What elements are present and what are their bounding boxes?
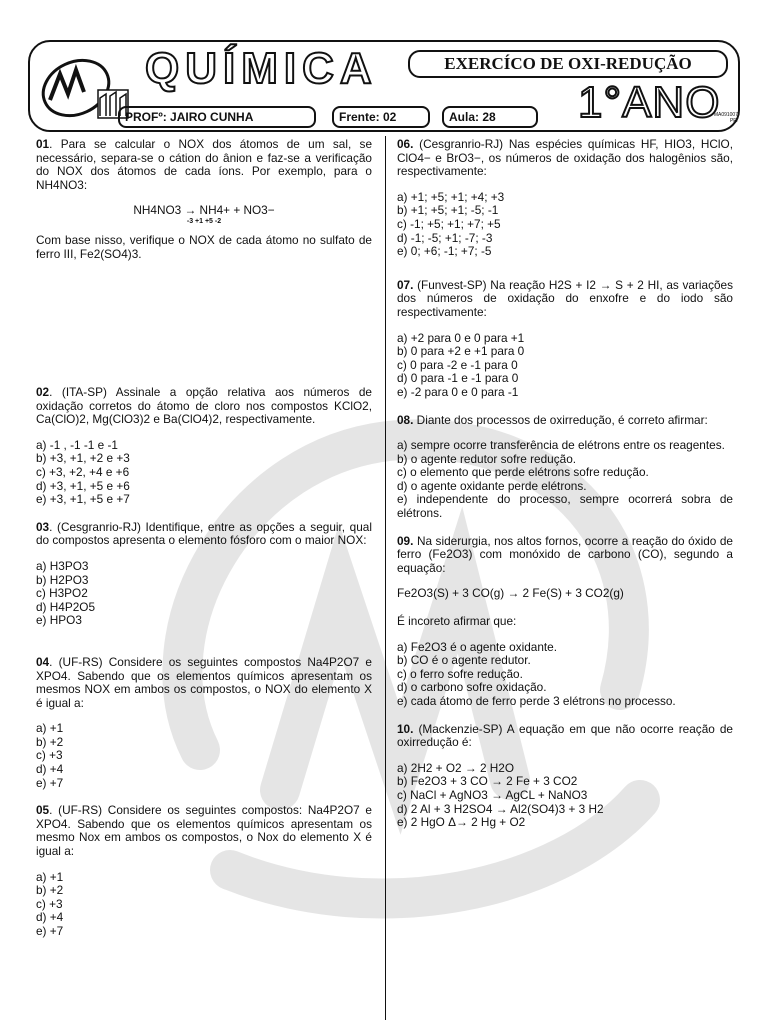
q05-option-d[interactable]: d) +4: [36, 910, 64, 925]
q03-option-b[interactable]: b) H2PO3: [36, 572, 89, 587]
q03-option-a[interactable]: a) H3PO3: [36, 558, 89, 573]
question-01: [36, 138, 372, 386]
q01-nox: -3 +1 +5 -2: [186, 217, 222, 225]
q08-text: [397, 414, 733, 428]
q05-option-c[interactable]: c) +3: [36, 896, 63, 911]
q07-statement: (Funvest-SP) Na reação H2S + I2 → S + 2 HI, as variações dos números de oxidação do enxofre e do iodo são respectivamente:: [397, 277, 733, 319]
q08-number: 08.: [397, 412, 414, 427]
q10-number: 10.: [397, 721, 414, 736]
doc-code: [706, 112, 738, 124]
q03-option-c[interactable]: c) H3PO2: [36, 586, 88, 601]
q03-number: 03: [36, 519, 50, 534]
q09-option-b[interactable]: b) CO é o agente redutor.: [397, 653, 531, 668]
question-05: [36, 804, 372, 938]
q07-option-d[interactable]: d) 0 para -1 e -1 para 0: [397, 371, 519, 386]
q09-number: 09.: [397, 533, 414, 548]
q10-option-c[interactable]: c) NaCl + AgNO3 → AgCL + NaNO3: [397, 787, 588, 802]
q04-option-b[interactable]: b) +2: [36, 734, 64, 749]
q04-statement: . (UF-RS) Considere os seguintes compostos Na4P2O7 e XPO4. Sabendo que os elementos químicos apresentam os mesmos NOX em ambos os compostos, o NOX do elemento X é igual a:: [36, 654, 372, 710]
q08-options: [397, 439, 733, 521]
q02-number: 02: [36, 385, 50, 399]
q08-option-b[interactable]: b) o agente redutor sofre redução.: [397, 451, 577, 466]
q07-number: 07.: [397, 277, 414, 292]
question-02: [36, 386, 372, 507]
q09-option-e[interactable]: e) cada átomo de ferro perde 3 elétrons no processo.: [397, 694, 676, 708]
q01-equation-text: NH4NO3 → NH4+ + NO3−: [133, 203, 275, 218]
q10-option-b[interactable]: b) Fe2O3 + 3 CO → 2 Fe + 3 CO2: [397, 774, 578, 789]
q08-statement: Diante dos processos de oxirredução, é correto afirmar:: [413, 412, 708, 427]
q05-option-b[interactable]: b) +2: [36, 883, 64, 898]
q08-option-c[interactable]: c) o elemento que perde elétrons sofre redução.: [397, 465, 649, 480]
q10-text: [397, 723, 733, 750]
question-08: [397, 414, 733, 521]
grade-label: 1°ANO: [578, 78, 721, 127]
question-04: [36, 656, 372, 790]
q04-text: [36, 656, 372, 710]
q01-number: 01: [36, 137, 50, 151]
q08-option-d[interactable]: d) o agente oxidante perde elétrons.: [397, 478, 587, 493]
q02-text: [36, 386, 372, 427]
q02-option-e[interactable]: e) +3, +1, +5 e +7: [36, 492, 130, 507]
q09-option-a[interactable]: a) Fe2O3 é o agente oxidante.: [397, 639, 558, 654]
q02-options: [36, 439, 372, 507]
question-10: [397, 723, 733, 830]
q09-options: [397, 641, 733, 709]
aula-box: Aula: 28: [442, 106, 538, 128]
q07-option-b[interactable]: b) 0 para +2 e +1 para 0: [397, 344, 525, 359]
q03-options: [36, 560, 372, 628]
question-03: [36, 521, 372, 628]
q06-option-d[interactable]: d) -1; -5; +1; -7; -3: [397, 230, 493, 245]
q04-option-d[interactable]: d) +4: [36, 762, 64, 777]
column-divider: [385, 136, 386, 1020]
q05-statement: . (UF-RS) Considere os seguintes compostos: Na4P2O7 e XPO4. Sabendo que os elementos químicos apresentam os mesmo Nox em ambos os compostos, o Nox do elemento X é igual a:: [36, 803, 372, 859]
q03-option-d[interactable]: d) H4P2O5: [36, 599, 96, 614]
q01-question: Com base nisso, verifique o NOX de cada átomo no sulfato de ferro III, Fe2(SO4)3.: [36, 232, 372, 261]
q09-text: [397, 535, 733, 576]
q02-statement: . (ITA-SP) Assinale a opção relativa aos números de oxidação corretos do átomo de cloro nos compostos KClO2, Ca(ClO)2, Mg(ClO3)2 e Ba(ClO4)2, respectivamente.: [36, 385, 372, 427]
q05-number: 05: [36, 803, 50, 818]
q06-option-b[interactable]: b) +1; +5; +1; -5; -1: [397, 203, 499, 218]
right-column: [397, 138, 733, 844]
q10-statement: (Mackenzie-SP) A equação em que não ocorre reação de oxirredução é:: [397, 721, 733, 750]
question-07: [397, 279, 733, 400]
q07-option-e[interactable]: e) -2 para 0 e 0 para -1: [397, 384, 519, 399]
q03-option-e[interactable]: e) HPO3: [36, 613, 82, 628]
q02-option-b[interactable]: b) +3, +1, +2 e +3: [36, 451, 130, 466]
q07-options: [397, 332, 733, 400]
doc-code-line1: MA091007: [713, 112, 738, 118]
q08-option-e[interactable]: e) independente do processo, sempre ocorrerá sobra de elétrons.: [397, 492, 733, 521]
doc-code-line2: PE/: [729, 118, 738, 124]
q02-option-a[interactable]: a) -1 , -1 -1 e -1: [36, 437, 118, 452]
q02-option-c[interactable]: c) +3, +2, +4 e +6: [36, 464, 130, 479]
q09-option-d[interactable]: d) o carbono sofre oxidação.: [397, 680, 547, 695]
professor-box: PROFº: JAIRO CUNHA: [118, 106, 316, 128]
question-06: [397, 138, 733, 259]
q10-option-a[interactable]: a) 2H2 + O2 → 2 H2O: [397, 760, 515, 775]
q08-option-a[interactable]: a) sempre ocorre transferência de elétrons entre os reagentes.: [397, 438, 725, 453]
header-frame: [28, 40, 740, 132]
q01-equation: [36, 204, 372, 226]
q05-options: [36, 871, 372, 939]
q06-statement: (Cesgranrio-RJ) Nas espécies químicas HF, HIO3, HClO, ClO4− e BrO3−, os números de oxidação dos halogênios são, respectivamente:: [397, 137, 733, 179]
q06-number: 06.: [397, 137, 414, 151]
q06-option-e[interactable]: e) 0; +6; -1; +7; -5: [397, 244, 492, 259]
q10-options: [397, 762, 733, 830]
q02-option-d[interactable]: d) +3, +1, +5 e +6: [36, 478, 130, 493]
q04-options: [36, 722, 372, 790]
q05-option-a[interactable]: a) +1: [36, 869, 64, 884]
q09-statement: Na siderurgia, nos altos fornos, ocorre a reação do óxido de ferro (Fe2O3) com monóxido de carbono (CO), segundo a equação:: [397, 533, 733, 575]
q05-text: [36, 804, 372, 858]
q06-text: [397, 138, 733, 179]
q06-option-c[interactable]: c) -1; +5; +1; +7; +5: [397, 216, 501, 231]
q07-option-c[interactable]: c) 0 para -2 e -1 para 0: [397, 357, 518, 372]
q04-number: 04: [36, 654, 50, 669]
q07-option-a[interactable]: a) +2 para 0 e 0 para +1: [397, 330, 525, 345]
question-09: [397, 535, 733, 709]
q06-options: [397, 191, 733, 259]
q04-option-e[interactable]: e) +7: [36, 775, 64, 790]
q10-option-e[interactable]: e) 2 HgO Δ→ 2 Hg + O2: [397, 815, 526, 830]
q09-question: É incoreto afirmar que:: [397, 614, 517, 629]
q03-text: [36, 521, 372, 548]
q10-option-d[interactable]: d) 2 Al + 3 H2SO4 → Al2(SO4)3 + 3 H2: [397, 801, 604, 816]
left-column: [36, 138, 372, 953]
q04-option-c[interactable]: c) +3: [36, 748, 63, 763]
q01-statement: . Para se calcular o NOX dos átomos de um sal, se necessário, separa-se o cátion do ânion e faz-se a verificação do NOX dos átomos de cada íons. Por exemplo, para o NH4NO3:: [36, 137, 372, 192]
frente-box: Frente: 02: [332, 106, 430, 128]
q07-text: [397, 279, 733, 320]
q05-option-e[interactable]: e) +7: [36, 924, 64, 938]
q01-text: [36, 138, 372, 192]
topic-box: EXERCÍCO DE OXI-REDUÇÃO: [408, 50, 728, 78]
q06-option-a[interactable]: a) +1; +5; +1; +4; +3: [397, 189, 505, 204]
q04-option-a[interactable]: a) +1: [36, 721, 64, 736]
q03-statement: . (Cesgranrio-RJ) Identifique, entre as opções a seguir, qual do compostos apresenta o elemento fósforo com o maior NOX:: [36, 519, 372, 548]
q09-option-c[interactable]: c) o ferro sofre redução.: [397, 666, 523, 681]
q09-equation: Fe2O3(S) + 3 CO(g) → 2 Fe(S) + 3 CO2(g): [397, 586, 624, 601]
subject-title: QUÍMICA: [145, 44, 378, 93]
